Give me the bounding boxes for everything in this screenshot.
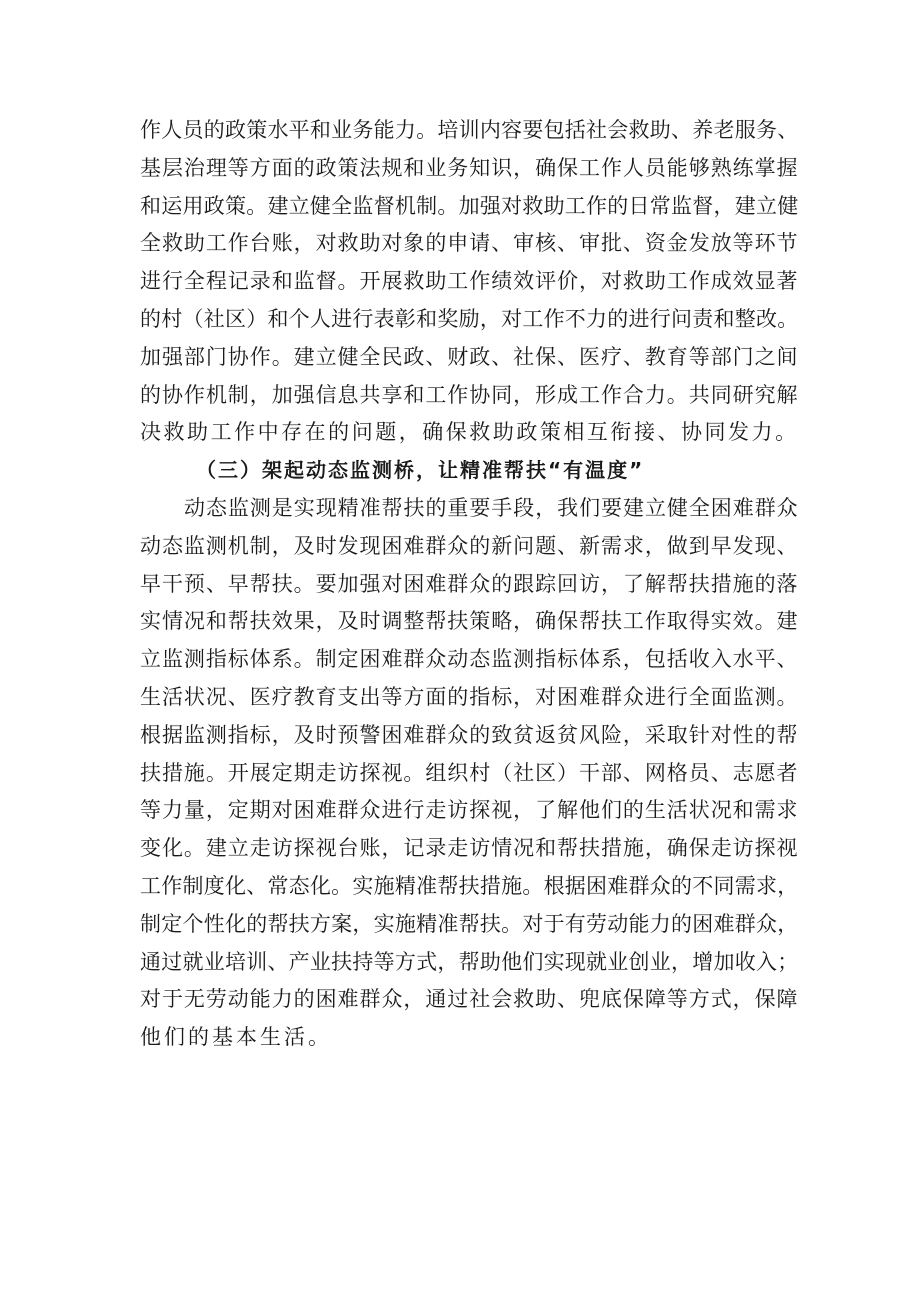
paragraph-supervision bbox=[140, 112, 800, 452]
text-line: 他们的基本生活。 bbox=[140, 1025, 332, 1050]
text-line: 实情况和帮扶效果，及时调整帮扶策略，确保帮扶工作取得实效。建 bbox=[140, 609, 799, 634]
text-line: 根据监测指标，及时预警困难群众的致贫返贫风险，采取针对性的帮 bbox=[140, 722, 799, 747]
text-line: 基层治理等方面的政策法规和业务知识，确保工作人员能够熟练掌握 bbox=[140, 155, 799, 180]
text-line: 对于无劳动能力的困难群众，通过社会救助、兜底保障等方式，保障 bbox=[140, 987, 799, 1012]
text-line: 等力量，定期对困难群众进行走访探视，了解他们的生活状况和需求 bbox=[140, 798, 799, 823]
document-body bbox=[140, 112, 800, 1057]
text-line: 动态监测是实现精准帮扶的重要手段，我们要建立健全困难群众 bbox=[184, 495, 799, 520]
text-line: 作人员的政策水平和业务能力。培训内容要包括社会救助、养老服务、 bbox=[140, 118, 799, 142]
text-line: 通过就业培训、产业扶持等方式，帮助他们实现就业创业，增加收入； bbox=[140, 949, 799, 974]
text-line: 制定个性化的帮扶方案，实施精准帮扶。对于有劳动能力的困难群众， bbox=[140, 911, 799, 936]
text-line: 变化。建立走访探视台账，记录走访情况和帮扶措施，确保走访探视 bbox=[140, 836, 799, 861]
text-line: 决救助工作中存在的问题，确保救助政策相互衔接、协同发力。 bbox=[140, 420, 799, 445]
text-line: 早干预、早帮扶。要加强对困难群众的跟踪回访，了解帮扶措施的落 bbox=[140, 571, 799, 596]
text-line: 工作制度化、常态化。实施精准帮扶措施。根据困难群众的不同需求， bbox=[140, 873, 799, 898]
text-line: 生活状况、医疗教育支出等方面的指标，对困难群众进行全面监测。 bbox=[140, 684, 799, 709]
text-line: 进行全程记录和监督。开展救助工作绩效评价，对救助工作成效显著 bbox=[140, 269, 799, 294]
text-line: 加强部门协作。建立健全民政、财政、社保、医疗、教育等部门之间 bbox=[140, 344, 799, 369]
text-line: 立监测指标体系。制定困难群众动态监测指标体系，包括收入水平、 bbox=[140, 647, 799, 672]
paragraph-dynamic-monitoring bbox=[140, 490, 800, 1057]
text-line: 扶措施。开展定期走访探视。组织村（社区）干部、网格员、志愿者 bbox=[140, 760, 799, 785]
section-heading: （三）架起动态监测桥，让精准帮扶“有温度” bbox=[196, 458, 645, 483]
text-line: 的协作机制，加强信息共享和工作协同，形成工作合力。共同研究解 bbox=[140, 382, 799, 407]
text-line: 和运用政策。建立健全监督机制。加强对救助工作的日常监督，建立健 bbox=[140, 193, 799, 218]
text-line: 全救助工作台账，对救助对象的申请、审核、审批、资金发放等环节 bbox=[140, 231, 799, 256]
text-line: 动态监测机制，及时发现困难群众的新问题、新需求，做到早发现、 bbox=[140, 533, 799, 558]
text-line: 的村（社区）和个人进行表彰和奖励，对工作不力的进行问责和整改。 bbox=[140, 306, 799, 331]
